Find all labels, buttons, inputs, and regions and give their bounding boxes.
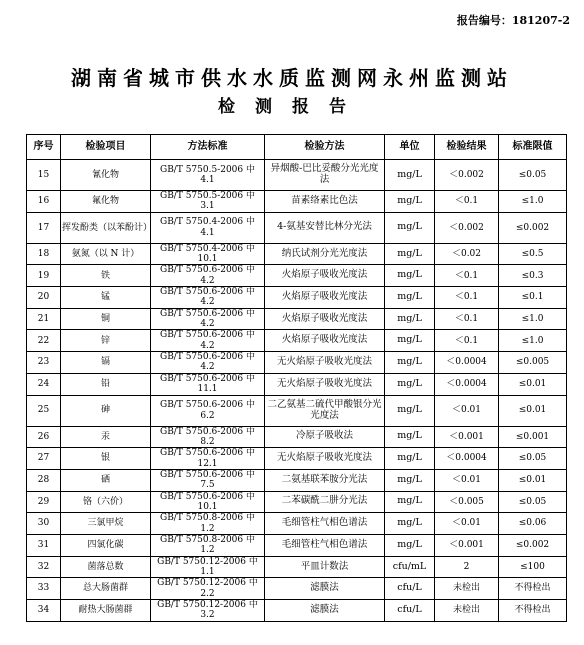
cell-method: 火焰原子吸收光度法 (265, 265, 385, 287)
cell-index: 26 (27, 426, 61, 448)
cell-result: 2 (435, 556, 499, 578)
cell-index: 17 (27, 212, 61, 243)
col-header-result: 检验结果 (435, 135, 499, 160)
cell-item: 耐热大肠菌群 (61, 600, 151, 622)
cell-result: ＜0.0004 (435, 352, 499, 374)
cell-item: 氰化物 (61, 160, 151, 191)
cell-limit: ≤1.0 (499, 308, 567, 330)
cell-method: 苗素络素比色法 (265, 191, 385, 213)
cell-limit: ≤1.0 (499, 191, 567, 213)
cell-index: 31 (27, 534, 61, 556)
table-row (27, 373, 567, 395)
cell-standard: GB/T 5750.6-2006 中 11.1 (151, 373, 265, 395)
table-row (27, 191, 567, 213)
cell-result: ＜0.005 (435, 491, 499, 513)
cell-unit: mg/L (385, 243, 435, 265)
cell-limit: ≤0.05 (499, 491, 567, 513)
cell-item: 锌 (61, 330, 151, 352)
results-table (26, 134, 567, 622)
cell-limit: ≤0.06 (499, 513, 567, 535)
cell-method: 毛细管柱气相色谱法 (265, 513, 385, 535)
cell-standard: GB/T 5750.6-2006 中 12.1 (151, 448, 265, 470)
cell-item: 硒 (61, 469, 151, 491)
report-number: 报告编号：181207-2 (456, 14, 570, 27)
col-header-limit: 标准限值 (499, 135, 567, 160)
cell-unit: mg/L (385, 448, 435, 470)
report-title: 湖南省城市供水水质监测网永州监测站 (71, 66, 513, 90)
cell-method: 4-氨基安替比林分光法 (265, 212, 385, 243)
cell-standard: GB/T 5750.6-2006 中 8.2 (151, 426, 265, 448)
cell-index: 20 (27, 287, 61, 309)
cell-standard: GB/T 5750.6-2006 中 10.1 (151, 491, 265, 513)
cell-item: 铁 (61, 265, 151, 287)
cell-limit: ≤0.01 (499, 469, 567, 491)
table-row (27, 243, 567, 265)
cell-unit: mg/L (385, 373, 435, 395)
table-row (27, 600, 567, 622)
cell-result: ＜0.1 (435, 330, 499, 352)
table-row (27, 308, 567, 330)
cell-result: ＜0.1 (435, 191, 499, 213)
table-row (27, 556, 567, 578)
cell-item: 铜 (61, 308, 151, 330)
cell-limit: ≤0.01 (499, 373, 567, 395)
cell-unit: mg/L (385, 287, 435, 309)
cell-unit: cfu/mL (385, 556, 435, 578)
cell-index: 23 (27, 352, 61, 374)
cell-limit: ≤0.3 (499, 265, 567, 287)
cell-standard: GB/T 5750.6-2006 中 7.5 (151, 469, 265, 491)
cell-index: 32 (27, 556, 61, 578)
cell-unit: cfu/L (385, 600, 435, 622)
cell-index: 28 (27, 469, 61, 491)
table-header-row (27, 135, 567, 160)
col-header-item: 检验项目 (61, 135, 151, 160)
cell-method: 异烟酸-巴比妥酸分光光度法 (265, 160, 385, 191)
table-row (27, 534, 567, 556)
cell-item: 锰 (61, 287, 151, 309)
cell-standard: GB/T 5750.6-2006 中 4.2 (151, 265, 265, 287)
table-row (27, 448, 567, 470)
cell-result: ＜0.0004 (435, 373, 499, 395)
cell-limit: ≤0.5 (499, 243, 567, 265)
cell-result: ＜0.02 (435, 243, 499, 265)
cell-unit: mg/L (385, 191, 435, 213)
cell-method: 无火焰原子吸收光度法 (265, 373, 385, 395)
cell-unit: mg/L (385, 534, 435, 556)
cell-unit: mg/L (385, 469, 435, 491)
col-header-unit: 单位 (385, 135, 435, 160)
cell-limit: ≤1.0 (499, 330, 567, 352)
cell-limit: ≤0.05 (499, 448, 567, 470)
cell-method: 二乙氨基二硫代甲酸银分光光度法 (265, 395, 385, 426)
cell-standard: GB/T 5750.6-2006 中 4.2 (151, 352, 265, 374)
cell-result: ＜0.1 (435, 265, 499, 287)
cell-index: 21 (27, 308, 61, 330)
cell-unit: mg/L (385, 160, 435, 191)
cell-item: 氨氮（以 N 计） (61, 243, 151, 265)
cell-result: ＜0.01 (435, 469, 499, 491)
cell-limit: ≤100 (499, 556, 567, 578)
cell-index: 16 (27, 191, 61, 213)
cell-limit: 不得检出 (499, 578, 567, 600)
cell-method: 火焰原子吸收光度法 (265, 330, 385, 352)
cell-result: ＜0.01 (435, 513, 499, 535)
cell-method: 火焰原子吸收光度法 (265, 308, 385, 330)
cell-standard: GB/T 5750.12-2006 中 2.2 (151, 578, 265, 600)
cell-unit: mg/L (385, 426, 435, 448)
cell-index: 30 (27, 513, 61, 535)
cell-index: 15 (27, 160, 61, 191)
cell-method: 二苯碳酰二肼分光法 (265, 491, 385, 513)
cell-unit: mg/L (385, 212, 435, 243)
table-row (27, 395, 567, 426)
cell-unit: mg/L (385, 491, 435, 513)
cell-standard: GB/T 5750.6-2006 中 4.2 (151, 287, 265, 309)
col-header-method: 检验方法 (265, 135, 385, 160)
col-header-standard: 方法标准 (151, 135, 265, 160)
cell-result: ＜0.001 (435, 534, 499, 556)
cell-limit: ≤0.002 (499, 534, 567, 556)
cell-limit: ≤0.002 (499, 212, 567, 243)
table-row (27, 212, 567, 243)
cell-unit: mg/L (385, 352, 435, 374)
cell-method: 纳氏试剂分光光度法 (265, 243, 385, 265)
cell-item: 三氯甲烷 (61, 513, 151, 535)
cell-method: 滤膜法 (265, 600, 385, 622)
cell-unit: mg/L (385, 395, 435, 426)
cell-result: ＜0.001 (435, 426, 499, 448)
cell-method: 冷原子吸收法 (265, 426, 385, 448)
table-row (27, 513, 567, 535)
cell-limit: ≤0.005 (499, 352, 567, 374)
cell-method: 无火焰原子吸收光度法 (265, 448, 385, 470)
cell-item: 银 (61, 448, 151, 470)
cell-item: 铬（六价） (61, 491, 151, 513)
cell-method: 毛细管柱气相色谱法 (265, 534, 385, 556)
cell-standard: GB/T 5750.4-2006 中 10.1 (151, 243, 265, 265)
cell-limit: ≤0.001 (499, 426, 567, 448)
cell-unit: mg/L (385, 330, 435, 352)
cell-result: 未检出 (435, 600, 499, 622)
cell-standard: GB/T 5750.5-2006 中 3.1 (151, 191, 265, 213)
cell-item: 总大肠菌群 (61, 578, 151, 600)
cell-result: ＜0.002 (435, 212, 499, 243)
cell-result: ＜0.0004 (435, 448, 499, 470)
cell-standard: GB/T 5750.5-2006 中 4.1 (151, 160, 265, 191)
cell-index: 33 (27, 578, 61, 600)
cell-limit: ≤0.05 (499, 160, 567, 191)
table-row (27, 160, 567, 191)
cell-item: 汞 (61, 426, 151, 448)
cell-limit: ≤0.1 (499, 287, 567, 309)
table-row (27, 265, 567, 287)
table-row (27, 330, 567, 352)
cell-index: 27 (27, 448, 61, 470)
cell-index: 29 (27, 491, 61, 513)
table-row (27, 287, 567, 309)
cell-item: 四氯化碳 (61, 534, 151, 556)
cell-result: ＜0.01 (435, 395, 499, 426)
table-row (27, 352, 567, 374)
cell-standard: GB/T 5750.6-2006 中 4.2 (151, 330, 265, 352)
cell-result: ＜0.1 (435, 308, 499, 330)
cell-standard: GB/T 5750.6-2006 中 4.2 (151, 308, 265, 330)
cell-method: 滤膜法 (265, 578, 385, 600)
cell-standard: GB/T 5750.12-2006 中 3.2 (151, 600, 265, 622)
cell-index: 24 (27, 373, 61, 395)
cell-item: 氟化物 (61, 191, 151, 213)
cell-index: 19 (27, 265, 61, 287)
cell-unit: mg/L (385, 513, 435, 535)
cell-index: 34 (27, 600, 61, 622)
col-header-index: 序号 (27, 135, 61, 160)
cell-method: 平皿计数法 (265, 556, 385, 578)
cell-item: 铅 (61, 373, 151, 395)
cell-item: 菌落总数 (61, 556, 151, 578)
cell-index: 25 (27, 395, 61, 426)
cell-item: 砷 (61, 395, 151, 426)
cell-method: 火焰原子吸收光度法 (265, 287, 385, 309)
cell-standard: GB/T 5750.8-2006 中 1.2 (151, 513, 265, 535)
cell-unit: mg/L (385, 265, 435, 287)
cell-item: 镉 (61, 352, 151, 374)
cell-result: ＜0.1 (435, 287, 499, 309)
cell-standard: GB/T 5750.12-2006 中 1.1 (151, 556, 265, 578)
cell-result: ＜0.002 (435, 160, 499, 191)
cell-result: 未检出 (435, 578, 499, 600)
cell-standard: GB/T 5750.4-2006 中 4.1 (151, 212, 265, 243)
cell-limit: ≤0.01 (499, 395, 567, 426)
cell-item: 挥发酚类（以苯酚计） (61, 212, 151, 243)
table-row (27, 469, 567, 491)
cell-standard: GB/T 5750.6-2006 中 6.2 (151, 395, 265, 426)
cell-standard: GB/T 5750.8-2006 中 1.2 (151, 534, 265, 556)
cell-unit: cfu/L (385, 578, 435, 600)
table-row (27, 491, 567, 513)
cell-method: 无火焰原子吸收光度法 (265, 352, 385, 374)
report-subtitle: 检测报告 (218, 97, 366, 117)
table-row (27, 578, 567, 600)
cell-index: 18 (27, 243, 61, 265)
cell-unit: mg/L (385, 308, 435, 330)
cell-limit: 不得检出 (499, 600, 567, 622)
cell-index: 22 (27, 330, 61, 352)
cell-method: 二氨基联苯胺分光法 (265, 469, 385, 491)
table-row (27, 426, 567, 448)
